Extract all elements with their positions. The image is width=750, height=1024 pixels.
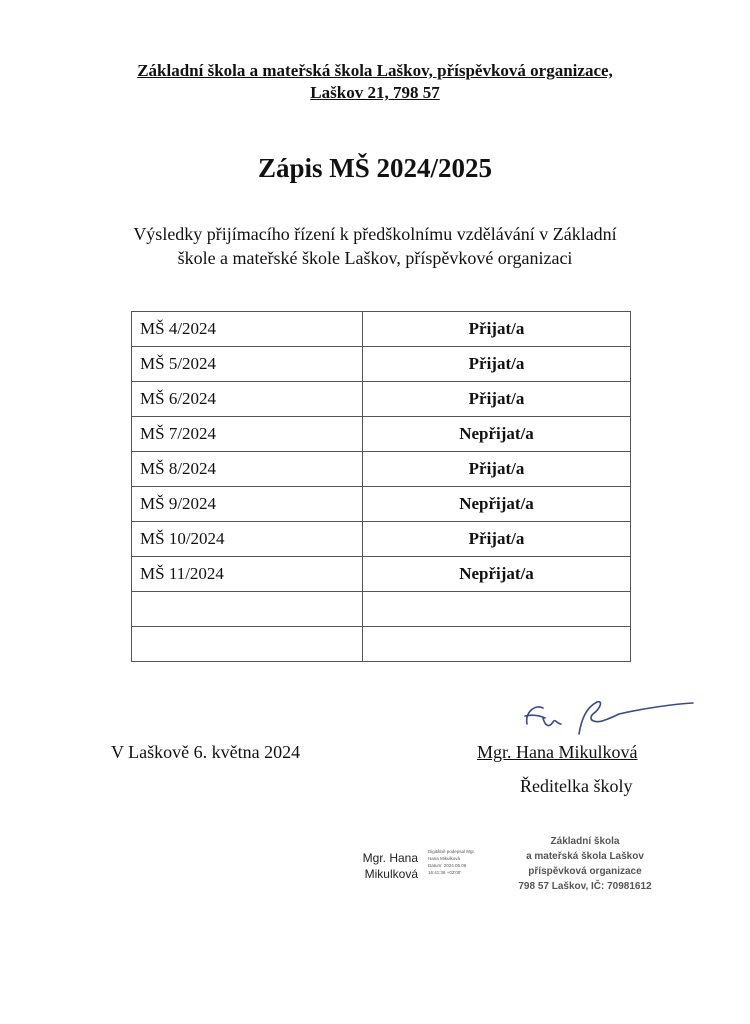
table-row [132, 592, 631, 627]
application-code: MŠ 4/2024 [132, 312, 363, 347]
esig-detail-line: Hana Mikulková [428, 856, 461, 861]
application-code [132, 627, 363, 662]
admission-result: Nepřijat/a [363, 487, 631, 522]
table-row [132, 557, 631, 592]
admission-result: Přijat/a [363, 382, 631, 417]
subtitle-line: škole a mateřské škole Laškov, příspěvkové organizaci [177, 248, 573, 268]
place-and-date: V Laškově 6. května 2024 [111, 742, 301, 762]
application-code: MŠ 9/2024 [132, 487, 363, 522]
table-row [132, 452, 631, 487]
admission-result [363, 592, 631, 627]
page-subtitle [0, 222, 750, 270]
admission-result: Přijat/a [363, 347, 631, 382]
application-code [132, 592, 363, 627]
school-stamp [500, 834, 670, 894]
signer-name: Mgr. Hana Mikulková [477, 742, 638, 762]
stamp-line: příspěvková organizace [528, 866, 642, 877]
esig-detail-line: Datum: 2024.05.06 [428, 863, 467, 868]
admission-result [363, 627, 631, 662]
school-header [0, 60, 750, 104]
admission-result: Nepřijat/a [363, 557, 631, 592]
table-row [132, 347, 631, 382]
table-row [132, 417, 631, 452]
table-row [132, 382, 631, 417]
stamp-line: a mateřská škola Laškov [526, 851, 644, 862]
stamp-line: 798 57 Laškov, IČ: 70981612 [518, 881, 652, 892]
handwritten-signature [515, 694, 695, 739]
table-row [132, 522, 631, 557]
admission-result: Přijat/a [363, 522, 631, 557]
admission-result: Nepřijat/a [363, 417, 631, 452]
esig-details [428, 848, 498, 876]
stamp-line: Základní škola [550, 836, 620, 847]
admission-result: Přijat/a [363, 452, 631, 487]
esig-detail-line: Digitálně podepsal Mgr. [428, 849, 476, 854]
table-row [132, 487, 631, 522]
esig-name-line: Mgr. Hana [362, 851, 418, 865]
table-row [132, 627, 631, 662]
application-code: MŠ 6/2024 [132, 382, 363, 417]
application-code: MŠ 11/2024 [132, 557, 363, 592]
application-code: MŠ 10/2024 [132, 522, 363, 557]
school-address: Laškov 21, 798 57 [310, 83, 440, 102]
results-table [131, 311, 631, 662]
table-row [132, 312, 631, 347]
application-code: MŠ 5/2024 [132, 347, 363, 382]
page-title: Zápis MŠ 2024/2025 [257, 153, 493, 183]
esig-detail-line: 16:41:36 +02'00' [428, 870, 462, 875]
subtitle-line: Výsledky přijímacího řízení k předškolnímu vzdělávání v Základní [133, 224, 617, 244]
admission-result: Přijat/a [363, 312, 631, 347]
application-code: MŠ 8/2024 [132, 452, 363, 487]
school-name: Základní škola a mateřská škola Laškov, příspěvková organizace, [137, 61, 613, 80]
esig-name-line: Mikulková [364, 867, 418, 881]
signer-role: Ředitelka školy [520, 776, 633, 796]
esig-name [352, 850, 418, 882]
application-code: MŠ 7/2024 [132, 417, 363, 452]
